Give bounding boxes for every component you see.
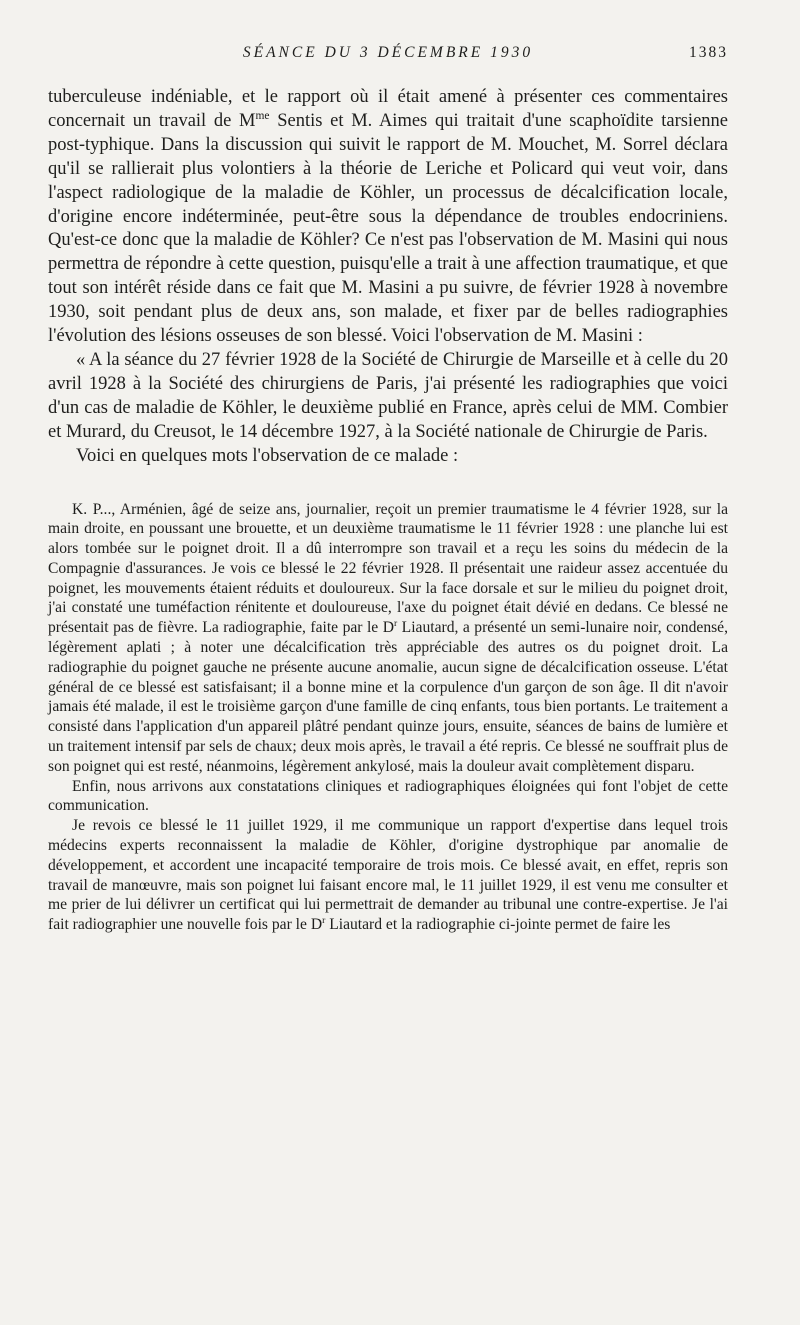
- paragraph-followup-part-2: Liautard et la radiographie ci-jointe permet de faire les: [325, 916, 671, 934]
- superscript-dr-2: r: [322, 915, 326, 927]
- page-header: [48, 44, 728, 68]
- superscript-mme: me: [255, 109, 270, 122]
- paragraph-followup: [48, 816, 728, 935]
- paragraph-quote-intro: « A la séance du 27 février 1928 de la Société de Chirurgie de Marseille et à celle du 20 avril 1928 à la Société des chirurgiens de Paris, j'ai présenté les radiographies que voici d'un cas de maladie de Köhler, le deuxième publié en France, après celui de MM. Combier et Murard, du Creusot, le 14 décembre 1927, à la Société nationale de Chirurgie de Paris.: [48, 349, 728, 442]
- main-section: [48, 86, 728, 469]
- paragraph-case-history: [48, 500, 728, 777]
- running-title: SÉANCE DU 3 DÉCEMBRE 1930: [242, 44, 534, 61]
- paragraph-discussion-part-2: Sentis et M. Aimes qui traitait d'une scaphoïdite tarsienne post-typhique. Dans la discussion qui suivit le rapport de M. Mouchet, M. Sorrel déclara qu'il se rallierait plus volontiers à la théorie de Leriche et Policard qui veut voir, dans l'aspect radiologique de la maladie de Köhler, un processus de décalcification locale, d'origine encore indéterminée, peut-être sous la dépendance de troubles endocriniens. Qu'est-ce donc que la maladie de Köhler? Ce n'est pas l'observation de M. Masini qui nous permettra de répondre à cette question, puisqu'elle a trait à une affection traumatique, et que tout son intérêt réside dans ce fait que M. Masini a pu suivre, de février 1928 à novembre 1930, soit pendant plus de deux ans, son malade, et fixer par de belles radiographies l'évolution des lésions osseuses de son blessé. Voici l'observation de M. Masini :: [48, 110, 729, 347]
- paragraph-discussion: [48, 86, 728, 349]
- paragraph-followup-part-1: Je revois ce blessé le 11 juillet 1929, il me communique un rapport d'expertise dans lequel trois médecins experts reconnaissent la maladie de Köhler, d'origine dystrophique par anomalie de développement, et accordent une incapacité temporaire de trois mois. Ce blessé avait, en effet, repris son travail de manœuvre, mais son poignet lui faisant encore mal, le 11 juillet 1929, il est venu me consulter et me prier de lui délivrer un certificat qui lui permettrait de demander au tribunal une contre-expertise. Je l'ai fait radiographier une nouvelle fois par le D: [48, 817, 728, 934]
- paragraph-discussion-part-1: tuberculeuse indéniable, et le rapport où il était amené à présenter ces commentaires concernait un travail de M: [48, 87, 728, 131]
- observation-section: [48, 500, 728, 936]
- paragraph-observation-lead: Voici en quelques mots l'observation de ce malade :: [76, 445, 459, 466]
- paragraph-case-history-part-1: K. P..., Arménien, âgé de seize ans, journalier, reçoit un premier traumatisme le 4 février 1928, sur la main droite, en poussant une brouette, et un deuxième traumatisme le 11 février 1928 : une planche lui est alors tombée sur le poignet droit. Il a dû interrompre son travail et a reçu les soins du médecin de la Compagnie d'assurances. Je vois ce blessé le 22 février 1928. Il présentait une raideur assez accentuée du poignet, les mouvements étaient réduits et douloureux. Sur la face dorsale et sur le milieu du poignet droit, j'ai constaté une tuméfaction rénitente et douloureuse, l'axe du poignet était dévié en dedans. Ce blessé ne présentait pas de fièvre. La radiographie, faite par le D: [48, 500, 728, 637]
- body-text: [48, 86, 728, 935]
- paragraph-case-history-part-2: Liautard, a présenté un semi-lunaire noir, condensé, légèrement aplati ; à noter une décalcification très appréciable des autres os du poignet droit. La radiographie du poignet gauche ne présente aucune anomalie, aucun signe de décalcification osseuse. L'état général de ce blessé est satisfaisant; il a bonne mine et la corpulence d'un garçon de son âge. Il dit n'avoir jamais été malade, il est le troisième garçon d'une famille de cinq enfants, tous bien portants. Le traitement a consisté dans l'application d'un appareil plâtré pendant quinze jours, ensuite, séances de bains de lumière et un traitement intensif par sels de chaux; deux mois après, le travail a été repris. Ce blessé ne souffrait plus de son poignet qui est resté, néanmoins, légèrement ankylosé, mais la douleur avait complètement disparu.: [48, 619, 728, 775]
- paragraph-late-findings: Enfin, nous arrivons aux constatations cliniques et radiographiques éloignées qui font l'objet de cette communication.: [48, 777, 728, 815]
- page-number: 1383: [689, 44, 728, 61]
- superscript-dr: r: [393, 618, 398, 630]
